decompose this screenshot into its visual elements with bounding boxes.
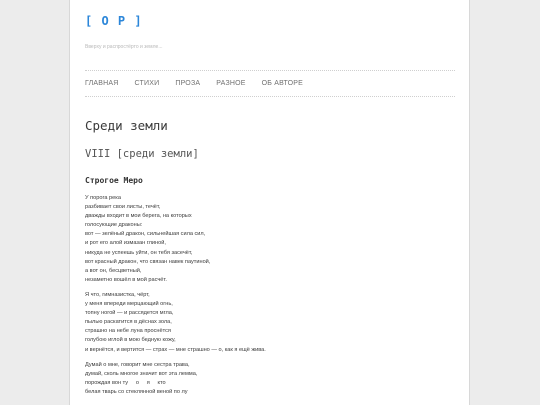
poem-line: и рот его алой измазан глиной, bbox=[85, 240, 166, 247]
nav-item-about[interactable]: ОБ АВТОРЕ bbox=[261, 80, 304, 87]
poem-body bbox=[85, 194, 455, 397]
poem-line: топну ногой — и рассядется мгла, bbox=[85, 310, 174, 317]
poem-line: страшно на небе луна проснётся bbox=[85, 328, 171, 335]
poem-line: дважды входит в мои берега, на которых bbox=[85, 213, 192, 220]
poem-line: у меня впереди мерцающий огнь, bbox=[85, 301, 173, 308]
poem-line: и вернётся, и вертится — страх — мне страшно — о, как я ещё жива. bbox=[85, 346, 266, 353]
poem-stanza bbox=[85, 361, 455, 397]
nav-item-poems[interactable]: СТИХИ bbox=[134, 80, 160, 87]
nav-item-prose[interactable]: ПРОЗА bbox=[175, 80, 201, 87]
poem-line: незаметно вошёл в мой расчёт. bbox=[85, 276, 167, 283]
poem-line: порождая вон ту о я кто bbox=[85, 379, 166, 386]
poem-line: думай, сколь многое значит вот эта лемма, bbox=[85, 370, 198, 377]
main-nav bbox=[85, 70, 455, 97]
nav-item-misc[interactable]: РАЗНОЕ bbox=[216, 80, 246, 87]
poem-line: белая тварь со стеклянной веной по лу bbox=[85, 388, 188, 395]
poem-line: а вот он, бесцветный, bbox=[85, 267, 142, 274]
nav-item-home[interactable]: ГЛАВНАЯ bbox=[85, 80, 119, 87]
poem-line: Я что, гимназистка, чёрт, bbox=[85, 291, 150, 298]
poem-line: У порога река bbox=[85, 195, 121, 201]
poem-line: вот — зелёный дракон, сильнейшая сила сил, bbox=[85, 231, 206, 238]
page-title: Среди земли bbox=[85, 118, 168, 133]
page-container bbox=[69, 0, 470, 405]
poem-title: Строгое Меро bbox=[85, 176, 143, 185]
site-tagline: Вверху и распростёрто и земле... bbox=[85, 44, 163, 50]
section-title: VIII [среди земли] bbox=[85, 148, 199, 160]
site-logo[interactable]: [ O P ] bbox=[85, 14, 143, 28]
poem-line: голубою иглой в мою бедную кожу, bbox=[85, 337, 176, 344]
poem-stanza bbox=[85, 194, 455, 285]
poem-stanza bbox=[85, 291, 455, 355]
poem-line: вот красный дракон, что связан навек паутиной, bbox=[85, 258, 211, 265]
main-content bbox=[85, 118, 455, 403]
poem-line: разбивает свои листы, течёт, bbox=[85, 204, 161, 211]
poem-line: никуда не успеешь уйти, он тебя засечёт, bbox=[85, 249, 193, 256]
poem-line: пылью раскатится в дёснах зола, bbox=[85, 319, 172, 326]
poem-line: Думай о мне, говорит мне сестра трава, bbox=[85, 361, 190, 368]
poem-line: голосующие драконы: bbox=[85, 222, 143, 229]
